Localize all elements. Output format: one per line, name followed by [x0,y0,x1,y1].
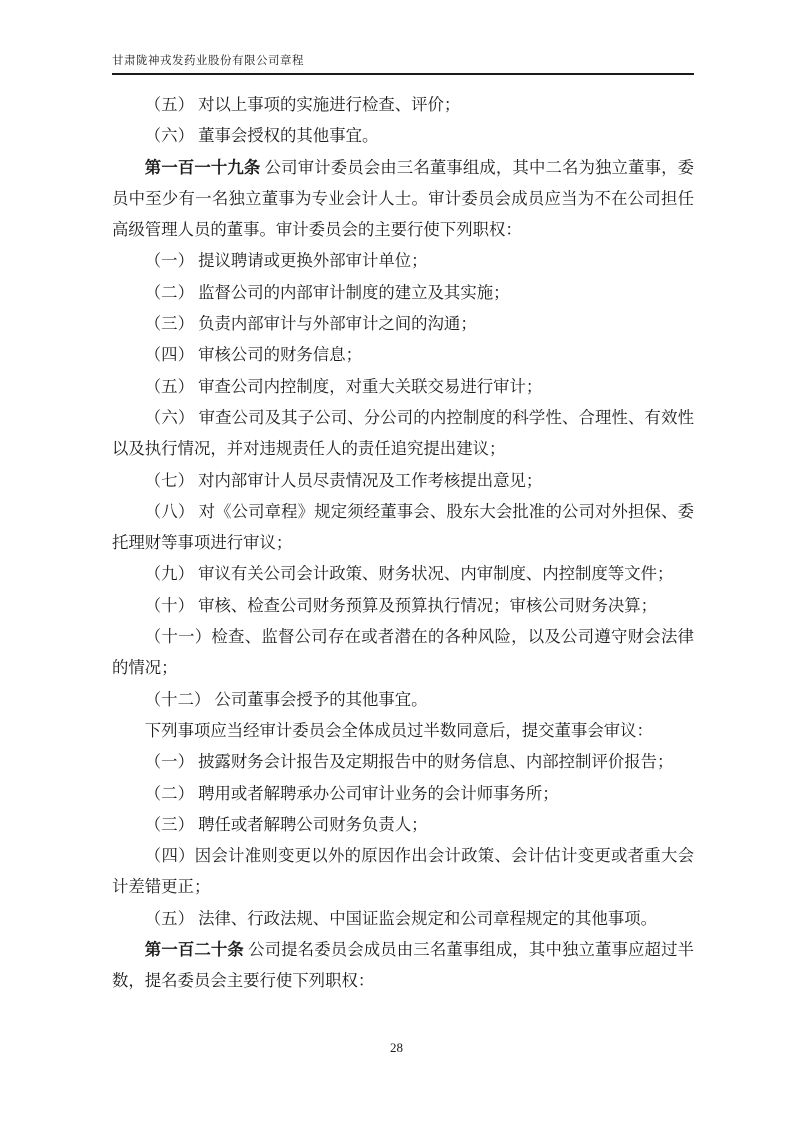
paragraph: （三） 负责内部审计与外部审计之间的沟通； [144,314,477,334]
header-title: 甘肃陇神戎发药业股份有限公司章程 [112,55,304,67]
paragraph: （四） 审核公司的财务信息； [144,345,362,365]
paragraph: （二） 监督公司的内部审计制度的建立及其实施； [144,282,510,302]
paragraph: （五） 审查公司内控制度，对重大关联交易进行审计； [144,376,543,396]
paragraph: （三） 聘任或者解聘公司财务负责人； [144,814,428,834]
paragraph: （七） 对内部审计人员尽责情况及工作考核提出意见； [144,470,543,490]
paragraph: （六） 审查公司及其子公司、分公司的内控制度的科学性、合理性、有效性以及执行情况，并对违规责任人的责任追究提出建议； [112,407,694,459]
paragraph: （一） 提议聘请或更换外部审计单位； [144,251,428,271]
paragraph: （六） 董事会授权的其他事宜。 [144,126,379,146]
page-number: 28 [390,1040,403,1055]
paragraph: （十一）检查、监督公司存在或者潜在的各种风险，以及公司遵守财会法律的情况； [112,627,694,678]
document-body [112,89,694,997]
paragraph: 下列事项应当经审计委员会全体成员过半数同意后，提交董事会审议： [144,720,653,740]
article-paragraph: 第一百一十九条 公司审计委员会由三名董事组成，其中二名为独立董事，委员中至少有一名独立董事为专业会计人士。审计委员会成员应当为不在公司担任高级管理人员的董事。审计委员会的主要行使下列职权： [112,157,695,240]
paragraph: （二） 聘用或者解聘承办公司审计业务的会计师事务所； [144,783,559,803]
paragraph: （五） 法律、行政法规、中国证监会规定和公司章程规定的其他事项。 [144,908,658,928]
paragraph: （五） 对以上事项的实施进行检查、评价； [144,95,461,114]
article-number: 第一百一十九条 [144,157,261,177]
paragraph: （十二） 公司董事会授予的其他事宜。 [144,689,428,709]
article-number: 第一百二十条 [144,940,244,960]
article-paragraph: 第一百二十条 公司提名委员会成员由三名董事组成，其中独立董事应超过半数，提名委员会主要行使下列职权： [112,940,694,991]
page-header [112,52,694,75]
paragraph: （八） 对《公司章程》规定须经董事会、股东大会批准的公司对外担保、委托理财等事项进行审议； [112,501,694,553]
paragraph: （四）因会计准则变更以外的原因作出会计政策、会计估计变更或者重大会计差错更正； [112,846,694,897]
paragraph: （十） 审核、检查公司财务预算及预算执行情况；审核公司财务决算； [144,595,658,615]
paragraph: （九） 审议有关公司会计政策、财务状况、内审制度、内控制度等文件； [144,564,674,584]
paragraph: （一） 披露财务会计报告及定期报告中的财务信息、内部控制评价报告； [144,752,674,772]
